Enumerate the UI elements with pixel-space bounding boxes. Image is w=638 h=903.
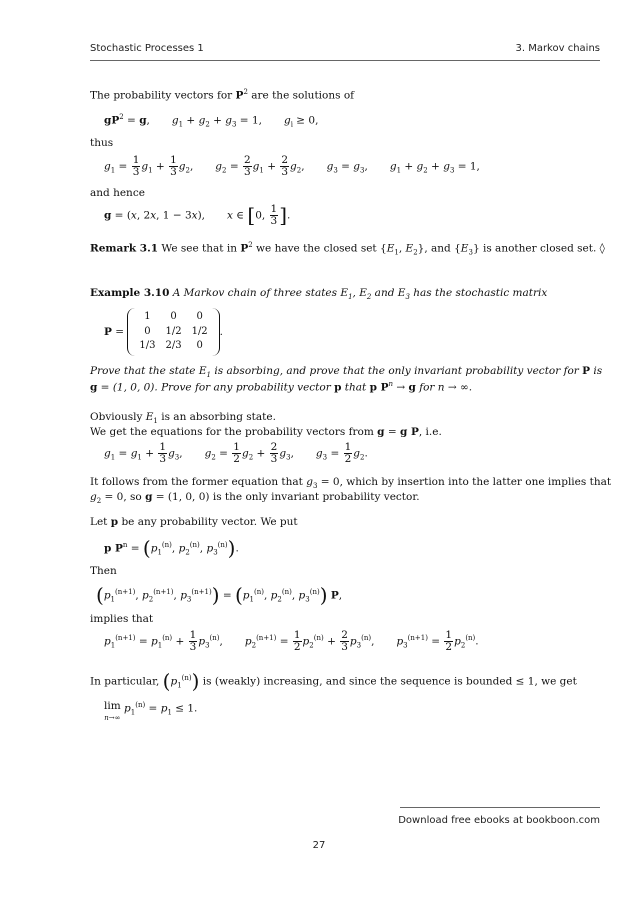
footer-rule: [400, 807, 600, 808]
matrix-cell: 2/3: [165, 340, 182, 351]
text-and-hence: and hence: [90, 187, 145, 199]
matrix-cell: 1/2: [165, 325, 182, 337]
remark-3-1: Remark 3.1 We see that in $P^2$ we have the closed set {$E_1$, $E_2$}, and $\{E_3\}$ is another closed set. ◊: [90, 241, 605, 257]
example-prove-line1: Prove that the state $E_1$ is absorbing, and prove that the only invariant probability vector for P is: [90, 365, 603, 380]
equation-pPn: p $P^n = (p_1^{(n)}$, $p_2^{(n)}$, $p_3^{(n)}$).: [104, 536, 239, 560]
text-thus: thus: [90, 137, 114, 149]
text-then: Then: [90, 565, 117, 577]
running-header: [90, 43, 600, 54]
equation-invariant: $g_1 = g_1$ + $\frac{1}{3}$ $g_3$, $g_2$ = $\frac{1}{2}$ $g_2$ + $\frac{2}{3}$ $g_3$, $g_3$ = $\frac{1}{2}$ $g_2$.: [104, 441, 368, 466]
stochastic-matrix: [127, 308, 219, 356]
equation-components: $p_1^{(n+1)} = p_1^{(n)}$ + $\frac{1}{3}$ $p_3^{(n)}$, $p_2^{(n+1)}$ = $\frac{1}{2}$ $p_2^{(n)}$ + $\frac{2}{3}$ $p_3^{(n)}$, $p_3^{(n+1)}$ = $\frac{1}{2}$ $p_2^{(n)}$.: [104, 629, 479, 654]
example-3-10: Example 3.10 A Markov chain of three states $E_1$, $E_2$ and $E_3$ has the stochastic matrix: [90, 287, 548, 302]
matrix-cell: 0: [196, 311, 203, 322]
text-obviously: Obviously $E_1$ is an absorbing state.: [90, 411, 276, 426]
matrix-cell: 0: [170, 311, 177, 322]
equation-g-solution: g = (x, 2x, 1 − 3x), x ∈ [0, $\frac{1}{3}$ ].: [104, 202, 291, 227]
text-we-get: We get the equations for the probability vectors from g = g P, i.e.: [90, 426, 442, 438]
paragraph-intro: The probability vectors for $P^2$ are the solutions of: [90, 88, 355, 102]
equation-system: $g_1$ = $\frac{1}{3}$ $g_1$ + $\frac{1}{3}$ $g_2$, $g_2$ = $\frac{2}{3}$ $g_1$ + $\frac{2}{3}$ $g_2$, $g_3 = g_3$, $g_1 + g_2 + g_3 = 1$,: [104, 154, 480, 179]
header-right: 3. Markov chains: [515, 43, 600, 54]
matrix-cell: 1: [144, 311, 151, 322]
text-in-particular: In particular, $(p_1^{(n)})$ is (weakly) increasing, and since the sequence is bounded ≤ 1, we get: [90, 669, 577, 693]
text-let: Let p be any probability vector. We put: [90, 516, 298, 528]
equation-recursion: ($p_1^{(n+1)}$, $p_2^{(n+1)}$, $p_3^{(n+1)}) = (p_1^{(n)}$, $p_2^{(n)}$, $p_3^{(n)}$) P,: [96, 583, 343, 607]
text-follows-1: It follows from the former equation that $g_3 = 0$, which by insertion into the latter one implies that: [90, 476, 612, 491]
text-follows-2: $g_2 = 0$, so g = (1, 0, 0) is the only invariant probability vector.: [90, 491, 420, 506]
equation-gp2: $gP^2 = g$, $g_1 + g_2 + g_3 = 1$, $g_i \ge 0$,: [104, 113, 319, 129]
equation-limit: lim n→∞ $p_1^{(n)} = p_1 \le 1$.: [104, 700, 198, 722]
matrix-cell: 0: [196, 340, 203, 351]
footer-link[interactable]: Download free ebooks at bookboon.com: [398, 815, 600, 826]
matrix-cell: 1/3: [139, 340, 156, 351]
matrix-equation: P = 1 0 0 0 1/2 1/2 1/3 2/3 0 .: [104, 308, 223, 356]
page-number: 27: [312, 840, 326, 851]
header-rule: [90, 60, 600, 61]
text-implies: implies that: [90, 613, 154, 625]
matrix-cell: 1/2: [191, 325, 208, 337]
matrix-cell: 0: [144, 325, 151, 337]
example-prove-line2: g = (1, 0, 0). Prove for any probability vector p that p $P^n \to g$ for n → ∞.: [90, 380, 473, 394]
header-left: Stochastic Processes 1: [90, 43, 204, 54]
